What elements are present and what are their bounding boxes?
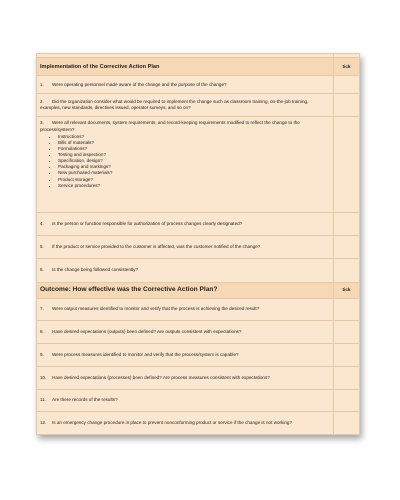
question-row-8: [37, 320, 360, 343]
question-text: Are there records of the results?: [52, 397, 118, 403]
question-text: Were all relevant documents, system requirements, and record-keeping requirements modified to reflect the change to the process/system?: [40, 120, 300, 132]
question-text: Have desired expectations (processes) been defined? Are process measures consistent with expectations?: [52, 375, 270, 381]
question-text: Were process measures identified to monitor and verify that the process/system is capable?: [52, 351, 239, 357]
question-row-5: [37, 236, 360, 259]
question-number: 2.: [40, 99, 44, 105]
list-item: • Specification, design?: [58, 158, 330, 164]
question-text: Is the change being followed consistently?: [52, 267, 139, 273]
tick-cell[interactable]: [334, 299, 360, 320]
checklist-document: [36, 53, 360, 435]
question-row-11: [37, 390, 360, 411]
list-item: • Product storage?: [58, 177, 330, 183]
question-number: 7.: [40, 306, 44, 312]
list-item: • Testing and inspection?: [58, 152, 330, 158]
question-text: If the product or service provided to the customer is affected, was the customer notified of the change?: [52, 244, 261, 250]
tick-cell[interactable]: [334, 320, 360, 343]
question-text: Were output measures identified to monitor and verify that the process is achieving the desired result?: [52, 306, 260, 312]
section-header-implementation: [37, 58, 360, 76]
question-number: 6.: [40, 267, 44, 273]
list-item: • Instructions?: [58, 134, 330, 140]
question-row-10: [37, 367, 360, 390]
question-number: 8.: [40, 328, 44, 334]
tick-cell[interactable]: [334, 236, 360, 259]
list-item: • Service procedures?: [58, 183, 330, 189]
tick-cell[interactable]: [334, 343, 360, 366]
question-row-6: [37, 259, 360, 282]
list-item: • New purchased materials?: [58, 170, 330, 176]
question-number: 12.: [40, 419, 47, 425]
question-text: Were operating personnel made aware of the change and the purpose of the change?: [52, 81, 227, 87]
question-number: 10.: [40, 375, 47, 381]
tick-cell[interactable]: [334, 212, 360, 235]
tick-cell[interactable]: [334, 390, 360, 411]
question-text: Is the person or function responsible for authorization of process changes clearly designated?: [52, 220, 243, 226]
section-title: Implementation of the Corrective Action Plan: [37, 58, 334, 76]
question-text: Is an emergency change procedure in place to prevent nonconforming product or service if the change is not working?: [52, 419, 293, 425]
question-row-2: [37, 94, 360, 117]
question-row-1: [37, 76, 360, 94]
tick-cell[interactable]: [334, 76, 360, 94]
tick-cell[interactable]: [334, 411, 360, 434]
question-row-12: [37, 411, 360, 434]
question-number: 4.: [40, 220, 44, 226]
question-number: 1.: [40, 81, 44, 87]
question-text: Did the organization consider what would be required to implement the change such as classroom training, on-the-job training, examples, new standards, directives issued, operator surveys, and so on?: [40, 99, 309, 111]
tick-cell[interactable]: [334, 117, 360, 212]
tick-column-header: tick: [334, 282, 360, 299]
list-item: • Bills of materials?: [58, 140, 330, 146]
checklist-table: [36, 53, 360, 435]
list-item: • Packaging and markings?: [58, 164, 330, 170]
question-number: 11.: [40, 397, 47, 403]
tick-cell[interactable]: [334, 367, 360, 390]
question-number: 5.: [40, 244, 44, 250]
tick-column-header: tick: [334, 58, 360, 76]
question-text: Have desired expectations (outputs) been defined? Are outputs consistent with expectations?: [52, 328, 242, 334]
tick-cell[interactable]: [334, 259, 360, 282]
document-types-list: [40, 134, 330, 189]
question-number: 3.: [40, 120, 44, 126]
question-number: 9.: [40, 351, 44, 357]
list-item: • Formulations?: [58, 146, 330, 152]
tick-cell[interactable]: [334, 94, 360, 117]
question-row-9: [37, 343, 360, 366]
question-row-3: [37, 117, 360, 212]
question-row-7: [37, 299, 360, 320]
section-header-outcome: [37, 282, 360, 299]
question-row-4: [37, 212, 360, 235]
section-title: Outcome: How effective was the Corrective Action Plan?: [37, 282, 334, 299]
